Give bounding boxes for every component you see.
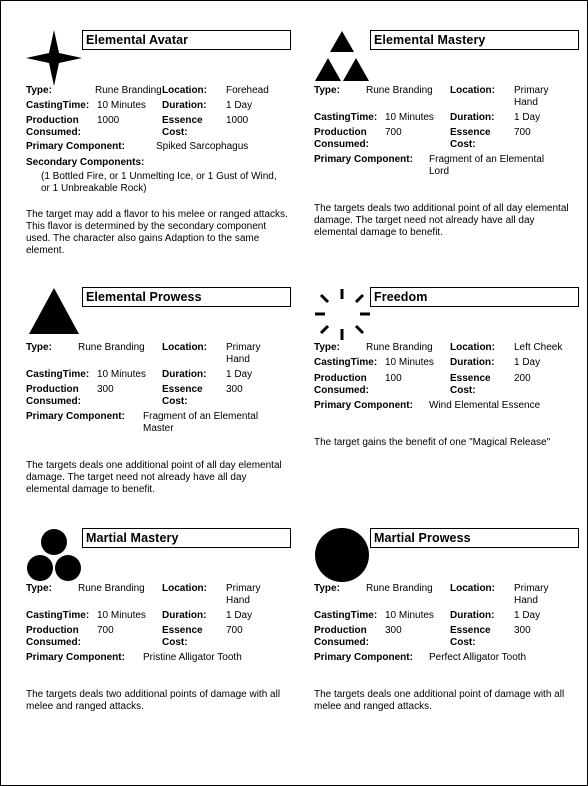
essence-label: Essence Cost: (450, 625, 491, 648)
casting-time-label: CastingTime: (26, 100, 90, 111)
duration-label: Duration: (162, 610, 207, 621)
secondary-components-value: (1 Bottled Fire, or 1 Unmelting Ice, or 1 Gust of Wind, or 1 Unbreakable Rock) (41, 171, 277, 194)
location-value: Primary Hand (514, 85, 549, 108)
essence-value: 200 (514, 373, 531, 384)
card-title: Elemental Avatar (82, 30, 291, 50)
type-value: Rune Branding (366, 342, 433, 353)
casting-time-label: CastingTime: (314, 112, 378, 123)
primary-component-label: Primary Component: (314, 154, 413, 165)
card-title: Martial Prowess (370, 528, 579, 548)
essence-value: 300 (226, 384, 243, 395)
casting-time-label: CastingTime: (314, 357, 378, 368)
production-label: Production Consumed: (26, 625, 81, 648)
location-label: Location: (450, 583, 495, 594)
production-value: 700 (97, 625, 114, 636)
location-value: Primary Hand (514, 583, 549, 606)
card-description: The target may add a flavor to his melee or ranged attacks. This flavor is determined by the secondary component used. The character also gains Adaption to the same element. (26, 209, 288, 256)
production-label: Production Consumed: (314, 625, 369, 648)
production-label: Production Consumed: (314, 373, 369, 396)
production-value: 1000 (97, 115, 120, 126)
card-elemental-avatar (26, 30, 294, 262)
type-label: Type: (26, 342, 52, 353)
location-label: Location: (162, 342, 207, 353)
production-label: Production Consumed: (314, 127, 369, 150)
burst-icon (314, 287, 370, 343)
three-circles-icon (26, 528, 82, 584)
card-title: Elemental Mastery (370, 30, 579, 50)
location-label: Location: (450, 85, 495, 96)
casting-time-value: 10 Minutes (97, 610, 146, 621)
casting-time-value: 10 Minutes (97, 100, 146, 111)
duration-value: 1 Day (226, 610, 253, 621)
type-value: Rune Branding (78, 583, 145, 594)
card-description: The targets deals one additional point of damage with all melee and ranged attacks. (314, 689, 565, 712)
essence-label: Essence Cost: (162, 625, 203, 648)
location-label: Location: (162, 85, 207, 96)
duration-value: 1 Day (514, 357, 541, 368)
duration-label: Duration: (162, 100, 207, 111)
primary-component-value: Perfect Alligator Tooth (429, 652, 527, 663)
essence-value: 1000 (226, 115, 249, 126)
duration-value: 1 Day (226, 369, 253, 380)
essence-label: Essence Cost: (450, 373, 491, 396)
casting-time-label: CastingTime: (26, 610, 90, 621)
triforce-icon (314, 30, 370, 86)
production-value: 300 (385, 625, 402, 636)
duration-value: 1 Day (226, 100, 253, 111)
type-label: Type: (314, 342, 340, 353)
essence-value: 700 (226, 625, 243, 636)
primary-component-value: Pristine Alligator Tooth (143, 652, 242, 663)
essence-value: 700 (514, 127, 531, 138)
card-title: Elemental Prowess (82, 287, 291, 307)
primary-component-label: Primary Component: (314, 400, 413, 411)
casting-time-label: CastingTime: (314, 610, 378, 621)
type-label: Type: (314, 85, 340, 96)
location-label: Location: (162, 583, 207, 594)
duration-label: Duration: (450, 610, 495, 621)
type-value: Rune Branding (78, 342, 145, 353)
duration-value: 1 Day (514, 610, 541, 621)
primary-component-value: Fragment of an Elemental Master (143, 411, 259, 434)
type-label: Type: (26, 583, 52, 594)
essence-label: Essence Cost: (162, 384, 203, 407)
primary-component-label: Primary Component: (314, 652, 413, 663)
production-label: Production Consumed: (26, 115, 81, 138)
duration-label: Duration: (450, 357, 495, 368)
production-value: 700 (385, 127, 402, 138)
card-elemental-prowess (26, 287, 294, 502)
primary-component-value: Fragment of an Elemental Lord (429, 154, 545, 177)
duration-value: 1 Day (514, 112, 541, 123)
production-value: 300 (97, 384, 114, 395)
card-martial-prowess (314, 528, 582, 718)
location-value: Primary Hand (226, 342, 261, 365)
primary-component-label: Primary Component: (26, 411, 125, 422)
card-title: Martial Mastery (82, 528, 291, 548)
casting-time-value: 10 Minutes (385, 610, 434, 621)
type-value: Rune Branding (366, 583, 433, 594)
type-label: Type: (314, 583, 340, 594)
essence-label: Essence Cost: (450, 127, 491, 150)
four-point-star-icon (26, 30, 82, 86)
duration-label: Duration: (450, 112, 495, 123)
card-title: Freedom (370, 287, 579, 307)
primary-component-label: Primary Component: (26, 652, 125, 663)
casting-time-label: CastingTime: (26, 369, 90, 380)
casting-time-value: 10 Minutes (97, 369, 146, 380)
production-value: 100 (385, 373, 402, 384)
card-description: The targets deals two additional points of damage with all melee and ranged attacks. (26, 689, 281, 712)
location-label: Location: (450, 342, 495, 353)
production-label: Production Consumed: (26, 384, 81, 407)
type-value: Rune Branding (366, 85, 433, 96)
circle-icon (314, 528, 370, 584)
type-value: Rune Branding (95, 85, 162, 96)
secondary-components-label: Secondary Components: (26, 157, 145, 168)
location-value: Primary Hand (226, 583, 261, 606)
primary-component-value: Wind Elemental Essence (429, 400, 541, 411)
location-value: Forehead (226, 85, 269, 96)
card-freedom (314, 287, 582, 457)
card-martial-mastery (26, 528, 294, 718)
card-description: The target gains the benefit of one "Magical Release" (314, 437, 551, 448)
casting-time-value: 10 Minutes (385, 112, 434, 123)
casting-time-value: 10 Minutes (385, 357, 434, 368)
location-value: Left Cheek (514, 342, 563, 353)
essence-label: Essence Cost: (162, 115, 203, 138)
essence-value: 300 (514, 625, 531, 636)
triangle-icon (26, 287, 82, 343)
card-description: The targets deals one additional point of all day elemental damage. The target need not already have all day elemental damage to benefit. (26, 460, 282, 495)
duration-label: Duration: (162, 369, 207, 380)
primary-component-label: Primary Component: (26, 141, 125, 152)
primary-component-value: Spiked Sarcophagus (156, 141, 249, 152)
card-elemental-mastery (314, 30, 582, 250)
card-description: The targets deals two additional point of all day elemental damage. The target need not already have all day elemental damage to benefit. (314, 203, 569, 238)
type-label: Type: (26, 85, 52, 96)
